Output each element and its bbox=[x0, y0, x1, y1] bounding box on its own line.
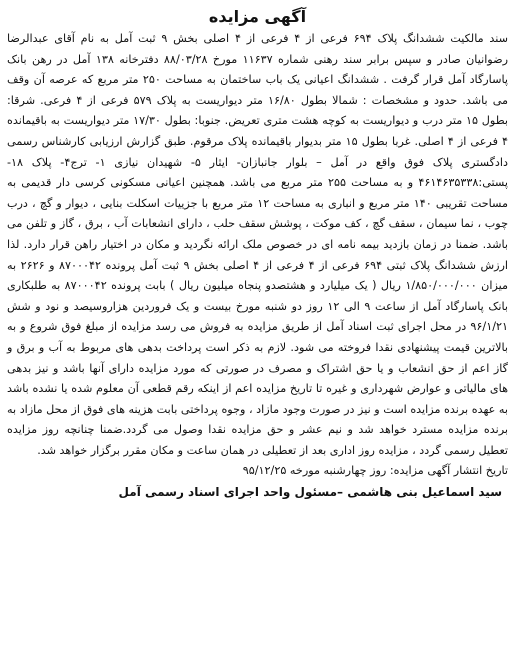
notice-body: سند مالکیت ششدانگ پلاک ۶۹۴ فرعی از ۴ فرعی از ۴ اصلی بخش ۹ ثبت آمل به نام آقای عبدالرضا رضوانیان صادر و سپس برابر سند رهنی شماره ۱۱۶۳۷ مورخ ۸۸/۰۳/۲۸ دفترخانه ۱۳۸ آمل در رهن بانک پاسارگاد آمل قرار گرفت . ششدانگ اعیانی یک باب ساختمان به مساحت ۲۵۰ متر مربع که عرصه آن وقف می باشد. حدود و مشخصات : شمالا بطول ۱۶/۸۰ متر دیواریست به پلاک ۵۷۹ فرعی از ۴ فرعی. شرقا: بطول ۱۵ متر درب و دیواریست به کوچه هشت متری تعریض. جنوبا: بطول ۱۷/۳۰ متر دیواریست به باقیمانده ۴ فرعی از ۴ اصلی. غربا بطول ۱۵ متر بدیوار باقیمانده پلاک مرقوم. طبق گزارش ارزیابی کارشناس رسمی دادگستری پلاک فوق واقع در آمل – بلوار جانبازان- ایثار ۵- شهیدان نیازی ۱- ترج۴- پلاک ۱۸- پستی:۴۶۱۴۶۳۵۳۳۸ و به مساحت ۲۵۵ متر مربع می باشد. همچنین اعیانی مسکونی کرسی دار قدیمی به مساحت تقریبی ۱۴۰ متر مربع و انباری به مساحت ۱۲ متر مربع با جزییات اسکلت بنایی ، دیوار و گچ ، درب چوب ، نما سیمان ، سقف گچ ، کف موکت ، پوشش سقف حلب ، دارای انشعابات آب ، برق ، گاز و تلفن می باشد. ضمنا در زمان بازدید بیمه نامه ای در خصوص ملک ارائه نگردید و مکان در اختیار راهن قرار دارد. لذا ارزش ششدانگ پلاک ثبتی ۶۹۴ فرعی از ۴ فرعی از ۴ اصلی بخش ۹ ثبت آمل پرونده ۸۷۰۰۰۴۲ و ۲۶۲۶ به میزان ۱/۸۵۰/۰۰۰/۰۰۰ ریال ( یک میلیارد و هشتصدو پنجاه میلیون ریال ) بابت پرونده ۸۷۰۰۰۴۲ به طلبکاری بانک پاسارگاد آمل از ساعت ۹ الی ۱۲ روز دو شنبه مورخ بیست و یک فروردین هزاروسیصد و نود و شش ۹۶/۱/۲۱ در محل اجرای ثبت اسناد آمل از طریق مزایده به فروش می رسد مزایده از مبلغ فوق شروع و به بالاترین قیمت پیشنهادی نقدا فروخته می شود. لازم به ذکر است پرداخت بدهی های مربوط به آب و برق و گاز اعم از حق انشعاب و یا حق اشتراک و مصرف در صورتی که مورد مزایده دارای آنها باشد و نیز بدهی های مالیاتی و عوارض شهرداری و غیره تا تاریخ مزایده اعم از اینکه رقم قطعی آن معلوم شده یا نشده باشد به عهده برنده مزایده است و نیز در صورت وجود مازاد ، وجوه پرداختی بابت هزینه های فوق از محل مازاد به برنده مزایده مسترد خواهد شد و نیم عشر و حق مزایده نقدا وصول می گردد.ضمنا چنانچه روز مزایده تعطیل رسمی گردد ، مزایده روز اداری بعد از تعطیلی در همان ساعت و مکان مقرر برگزار خواهد شد. bbox=[7, 32, 509, 457]
publication-date: تاریخ انتشار آگهی مزایده: روز چهارشنبه مورخه ۹۵/۱۲/۲۵ bbox=[242, 464, 508, 478]
signature-line: سید اسماعیل بنی هاشمی –مسئول واحد اجرای اسناد رسمی آمل bbox=[118, 485, 502, 500]
notice-title: آگهی مزایده bbox=[208, 7, 307, 26]
